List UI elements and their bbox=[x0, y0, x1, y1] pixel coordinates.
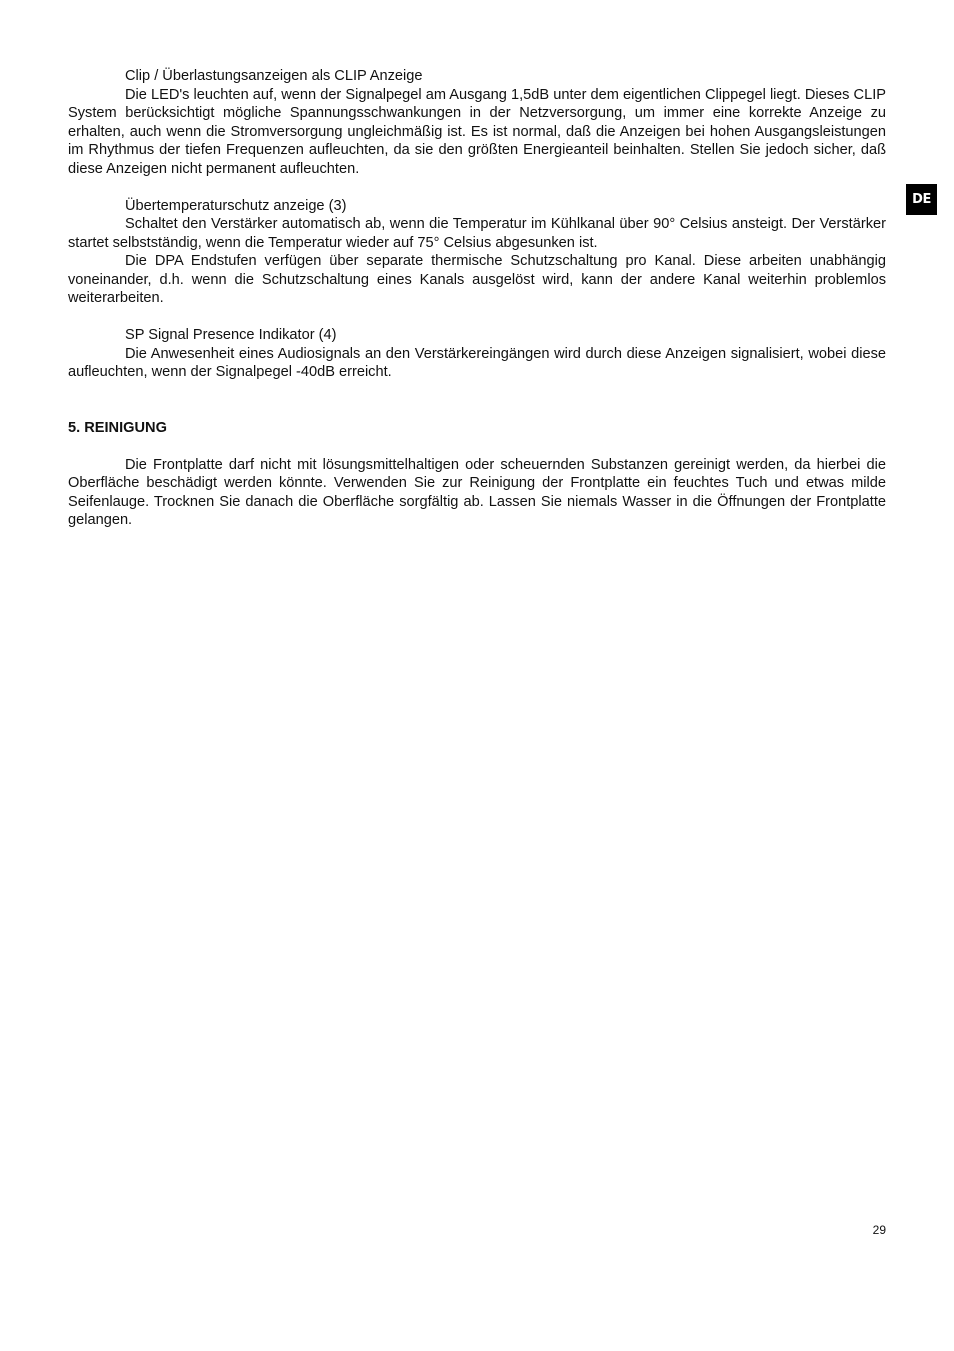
cleaning-title: 5. REINIGUNG bbox=[68, 419, 167, 436]
cleaning-section bbox=[68, 419, 886, 530]
overtemperature-heading: Übertemperaturschutz anzeige (3) bbox=[125, 197, 347, 214]
cleaning-paragraph: Die Frontplatte darf nicht mit lösungsmittelhaltigen oder scheuernden Substanzen gereinigt werden, da hierbei die Oberfläche beschädigt werden könnte. Verwenden Sie zur Reinigung der Frontplatte ein feuchtes Tuch und etwas milde Seifenlauge. Trocknen Sie danach die Oberfläche sorgfältig ab. Lassen Sie niemals Wasser in die Öffnungen der Frontplatte gelangen. bbox=[68, 456, 886, 528]
clip-indicator-paragraph: Die LED's leuchten auf, wenn der Signalpegel am Ausgang 1,5dB unter dem eigentlichen Clippegel liegt. Dieses CLIP System berücksichtigt mögliche Spannungsschwankungen in der Netzversorgung, um immer eine korrekte Anzeige zu erhalten, auch wenn die Stromversorgung ungleichmäßig ist. Es ist normal, daß die Anzeigen bei hohen Ausgangsleistungen im Rhythmus der tiefen Frequenzen aufleuchten, da sie den größten Energieanteil beinhalten. Stellen Sie jedoch sicher, daß diese Anzeigen nicht permanent aufleuchten. bbox=[68, 86, 886, 177]
document-page bbox=[68, 67, 886, 530]
signal-presence-heading: SP Signal Presence Indikator (4) bbox=[125, 327, 337, 343]
language-tab: DE bbox=[906, 184, 937, 215]
overtemperature-paragraph-1: Schaltet den Verstärker automatisch ab, wenn die Temperatur im Kühlkanal über 90° Celsius ansteigt. Der Verstärker startet selbstständig, wenn die Temperatur wieder auf 75° Celsius abgesunken ist. bbox=[68, 216, 886, 251]
page-number: 29 bbox=[872, 1223, 886, 1237]
overtemperature-section bbox=[68, 197, 886, 308]
clip-indicator-section bbox=[68, 67, 886, 178]
clip-indicator-heading: Clip / Überlastungsanzeigen als CLIP Anzeige bbox=[125, 68, 423, 84]
signal-presence-paragraph: Die Anwesenheit eines Audiosignals an den Verstärkereingängen wird durch diese Anzeigen signalisiert, wobei diese aufleuchten, wenn der Signalpegel -40dB erreicht. bbox=[68, 345, 886, 380]
signal-presence-section bbox=[68, 326, 886, 382]
overtemperature-paragraph-2: Die DPA Endstufen verfügen über separate thermische Schutzschaltung pro Kanal. Diese arbeiten unabhängig voneinander, d.h. wenn die Schutzschaltung eines Kanals ausgelöst wird, kann der andere Kanal weiterhin problemlos weiterarbeiten. bbox=[68, 253, 886, 306]
